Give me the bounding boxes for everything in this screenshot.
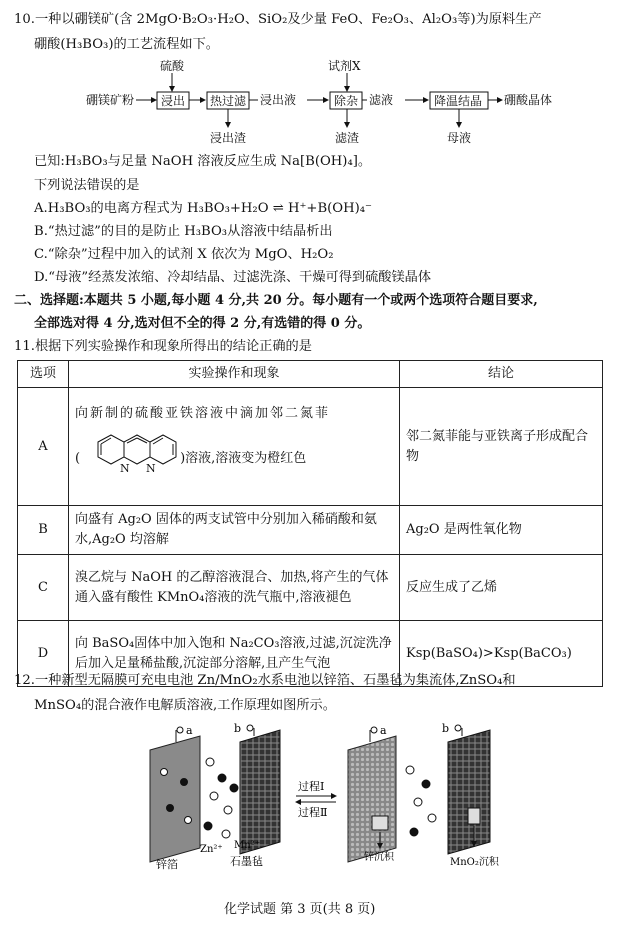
- zinc-deposit-plate: [348, 736, 396, 862]
- q12-stem-line2: MnSO₄的混合液作电解质溶液,工作原理如图所示。: [34, 698, 336, 713]
- table-header-row: [18, 361, 603, 388]
- table-row: [18, 388, 603, 506]
- label-b2: b: [442, 722, 450, 735]
- label-process1: 过程Ⅰ: [298, 780, 325, 793]
- phen-n-right: N: [146, 461, 156, 475]
- label-process2: 过程Ⅱ: [298, 806, 328, 819]
- row-a-operation: [69, 388, 400, 506]
- table-row: [18, 555, 603, 621]
- row-a-op-line2: )溶液,溶液变为橙红色: [180, 450, 307, 466]
- label-a1: a: [186, 724, 193, 737]
- row-c-operation: 溴乙烷与 NaOH 的乙醇溶液混合、加热,将产生的气体通入盛有酸性 KMnO₄溶液的洗气瓶中,溶液褪色: [69, 555, 400, 621]
- row-a-op-line1: 向新制的硫酸亚铁溶液中滴加邻二氮菲: [75, 405, 331, 421]
- mno2-deposit-plate: [448, 730, 490, 854]
- row-c-conclusion: 反应生成了乙烯: [400, 555, 603, 621]
- label-graphite-felt: 石墨毡: [230, 855, 263, 868]
- section2-line1: 二、选择题:本题共 5 小题,每小题 4 分,共 20 分。每小题有一个或两个选项符合题目要求,: [14, 293, 538, 308]
- flow-mid2: 滤液: [369, 93, 394, 107]
- flow-mid1: 浸出液: [260, 93, 297, 107]
- row-b-option: B: [18, 506, 69, 555]
- q10-stem-line2: 硼酸(H₃BO₃)的工艺流程如下。: [34, 37, 219, 52]
- label-zinc-deposit: 锌沉积: [364, 852, 394, 863]
- row-b-conclusion: Ag₂O 是两性氧化物: [400, 506, 603, 555]
- row-a-conclusion: 邻二氮菲能与亚铁离子形成配合物: [400, 388, 603, 506]
- table-row: [18, 506, 603, 555]
- flow-step3: 除杂: [334, 94, 359, 108]
- flow-start: 硼镁矿粉: [86, 93, 135, 107]
- flow-reagent1: 硫酸: [160, 59, 185, 73]
- phen-n-left: N: [120, 461, 130, 475]
- row-a-paren-open: (: [75, 450, 81, 466]
- flow-reagent2: 试剂X: [328, 59, 361, 73]
- label-a2: a: [380, 724, 387, 737]
- flow-residue2: 滤渣: [335, 131, 360, 145]
- q10-stem-line1: 10.一种以硼镁矿(含 2MgO·B₂O₃·H₂O、SiO₂及少量 FeO、Fe₂O₃、Al₂O₃等)为原料生产: [14, 12, 542, 27]
- row-a-option: A: [18, 388, 69, 506]
- header-operation: 实验操作和现象: [69, 361, 400, 388]
- flow-step1: 浸出: [161, 94, 186, 108]
- q10-option-d: D.“母液”经蒸发浓缩、冷却结晶、过滤洗涤、干燥可得到硫酸镁晶体: [34, 270, 432, 285]
- phenanthroline-structure-icon: [80, 428, 180, 490]
- row-d-option: D: [18, 621, 69, 687]
- flow-step4: 降温结晶: [434, 94, 483, 108]
- q11-stem: 11.根据下列实验操作和现象所得出的结论正确的是: [14, 339, 312, 354]
- label-zinc-foil: 锌箔: [156, 858, 178, 870]
- header-conclusion: 结论: [400, 361, 603, 388]
- section2-line2: 全部选对得 4 分,选对但不全的得 2 分,有选错的得 0 分。: [34, 316, 371, 331]
- row-c-option: C: [18, 555, 69, 621]
- q11-table: [17, 360, 603, 687]
- row-d-conclusion: Ksp(BaSO₄)>Ksp(BaCO₃): [400, 621, 603, 687]
- flow-residue3: 母液: [447, 131, 472, 145]
- graphite-felt-plate: [240, 730, 280, 854]
- flow-product: 硼酸晶体: [504, 93, 553, 107]
- q10-ask: 下列说法错误的是: [34, 178, 140, 193]
- q10-option-c: C.“除杂”过程中加入的试剂 X 依次为 MgO、H₂O₂: [34, 247, 334, 262]
- flow-residue1: 浸出渣: [210, 131, 247, 145]
- page-footer: 化学试题 第 3 页(共 8 页): [224, 902, 376, 917]
- label-mno2-deposit: MnO₂沉积: [450, 857, 499, 868]
- q12-stem-line1: 12.一种新型无隔膜可充电电池 Zn/MnO₂水系电池以锌箔、石墨毡为集流体,ZnSO₄和: [14, 673, 516, 688]
- battery-diagram: [130, 722, 510, 870]
- row-d-operation: 向 BaSO₄固体中加入饱和 Na₂CO₃溶液,过滤,沉淀洗净后加入足量稀盐酸,沉淀部分溶解,且产生气泡: [69, 621, 400, 687]
- label-mn-ion: Mn²⁺: [234, 840, 260, 851]
- q10-flow-diagram: [0, 55, 619, 147]
- header-option: 选项: [18, 361, 69, 388]
- flow-step2: 热过滤: [210, 94, 247, 108]
- q10-option-b: B.“热过滤”的目的是防止 H₃BO₃从溶液中结晶析出: [34, 224, 333, 239]
- q10-known: 已知:H₃BO₃与足量 NaOH 溶液反应生成 Na[B(OH)₄]。: [34, 154, 372, 169]
- label-zn-ion: Zn²⁺: [200, 844, 223, 855]
- label-b1: b: [234, 722, 242, 735]
- row-b-operation: 向盛有 Ag₂O 固体的两支试管中分别加入稀硝酸和氨水,Ag₂O 均溶解: [69, 506, 400, 555]
- zinc-foil-plate: [150, 736, 200, 862]
- q10-option-a: A.H₃BO₃的电离方程式为 H₃BO₃+H₂O ⇌ H⁺+B(OH)₄⁻: [34, 201, 372, 216]
